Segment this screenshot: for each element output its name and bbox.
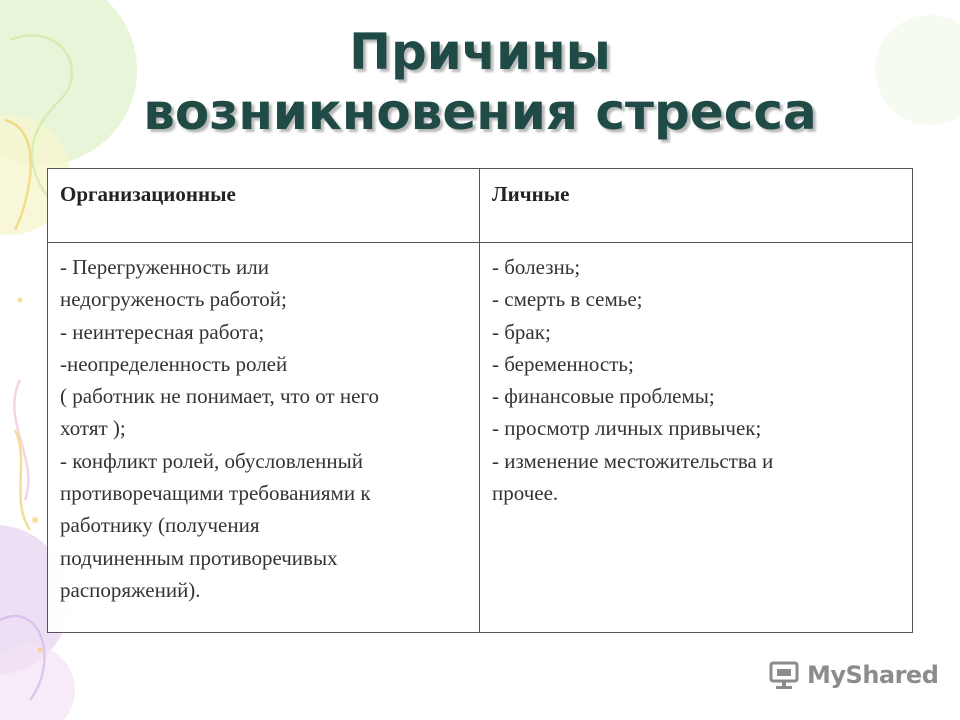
org-cause-line: распоряжений).: [60, 577, 201, 602]
personal-cause-line: - брак;: [492, 319, 551, 344]
org-cause-line: подчиненным противоречивых: [60, 545, 338, 570]
title-line-1: Причины: [349, 23, 611, 81]
organizational-causes-cell: [48, 243, 480, 632]
personal-cause-line: - болезнь;: [492, 255, 581, 279]
personal-cause-line: - просмотр личных привычек;: [492, 416, 762, 441]
header-organizational: Организационные: [48, 169, 480, 242]
org-cause-line: - Перегруженность или: [60, 255, 269, 279]
personal-cause-line: - финансовые проблемы;: [492, 384, 715, 409]
stress-causes-table: [47, 168, 913, 633]
org-cause-line: ( работник не понимает, что от него: [60, 384, 379, 409]
title-line-2: возникновения стресса: [143, 83, 817, 141]
org-cause-line: работнику (получения: [60, 513, 260, 538]
org-cause-line: противоречащими требованиями к: [60, 481, 371, 506]
slide-title: [0, 22, 960, 142]
header-personal: Личные: [492, 182, 570, 206]
personal-causes-cell: [480, 243, 912, 632]
personal-cause-line: прочее.: [492, 481, 559, 506]
myshared-logo-icon: [768, 658, 802, 692]
myshared-watermark[interactable]: [768, 658, 938, 692]
personal-cause-line: - изменение местожительства и: [492, 448, 774, 473]
personal-cause-line: - смерть в семье;: [492, 287, 643, 312]
org-cause-line: - конфликт ролей, обусловленный: [60, 448, 363, 473]
balloon-decoration: [0, 645, 75, 720]
org-cause-line: хотят );: [60, 416, 126, 441]
personal-cause-line: - беременность;: [492, 351, 634, 376]
watermark-text: MyShared: [807, 661, 939, 689]
org-cause-line: недогруженость работой;: [60, 287, 287, 312]
org-cause-line: - неинтересная работа;: [60, 319, 265, 344]
org-cause-line: -неопределенность ролей: [60, 351, 288, 376]
